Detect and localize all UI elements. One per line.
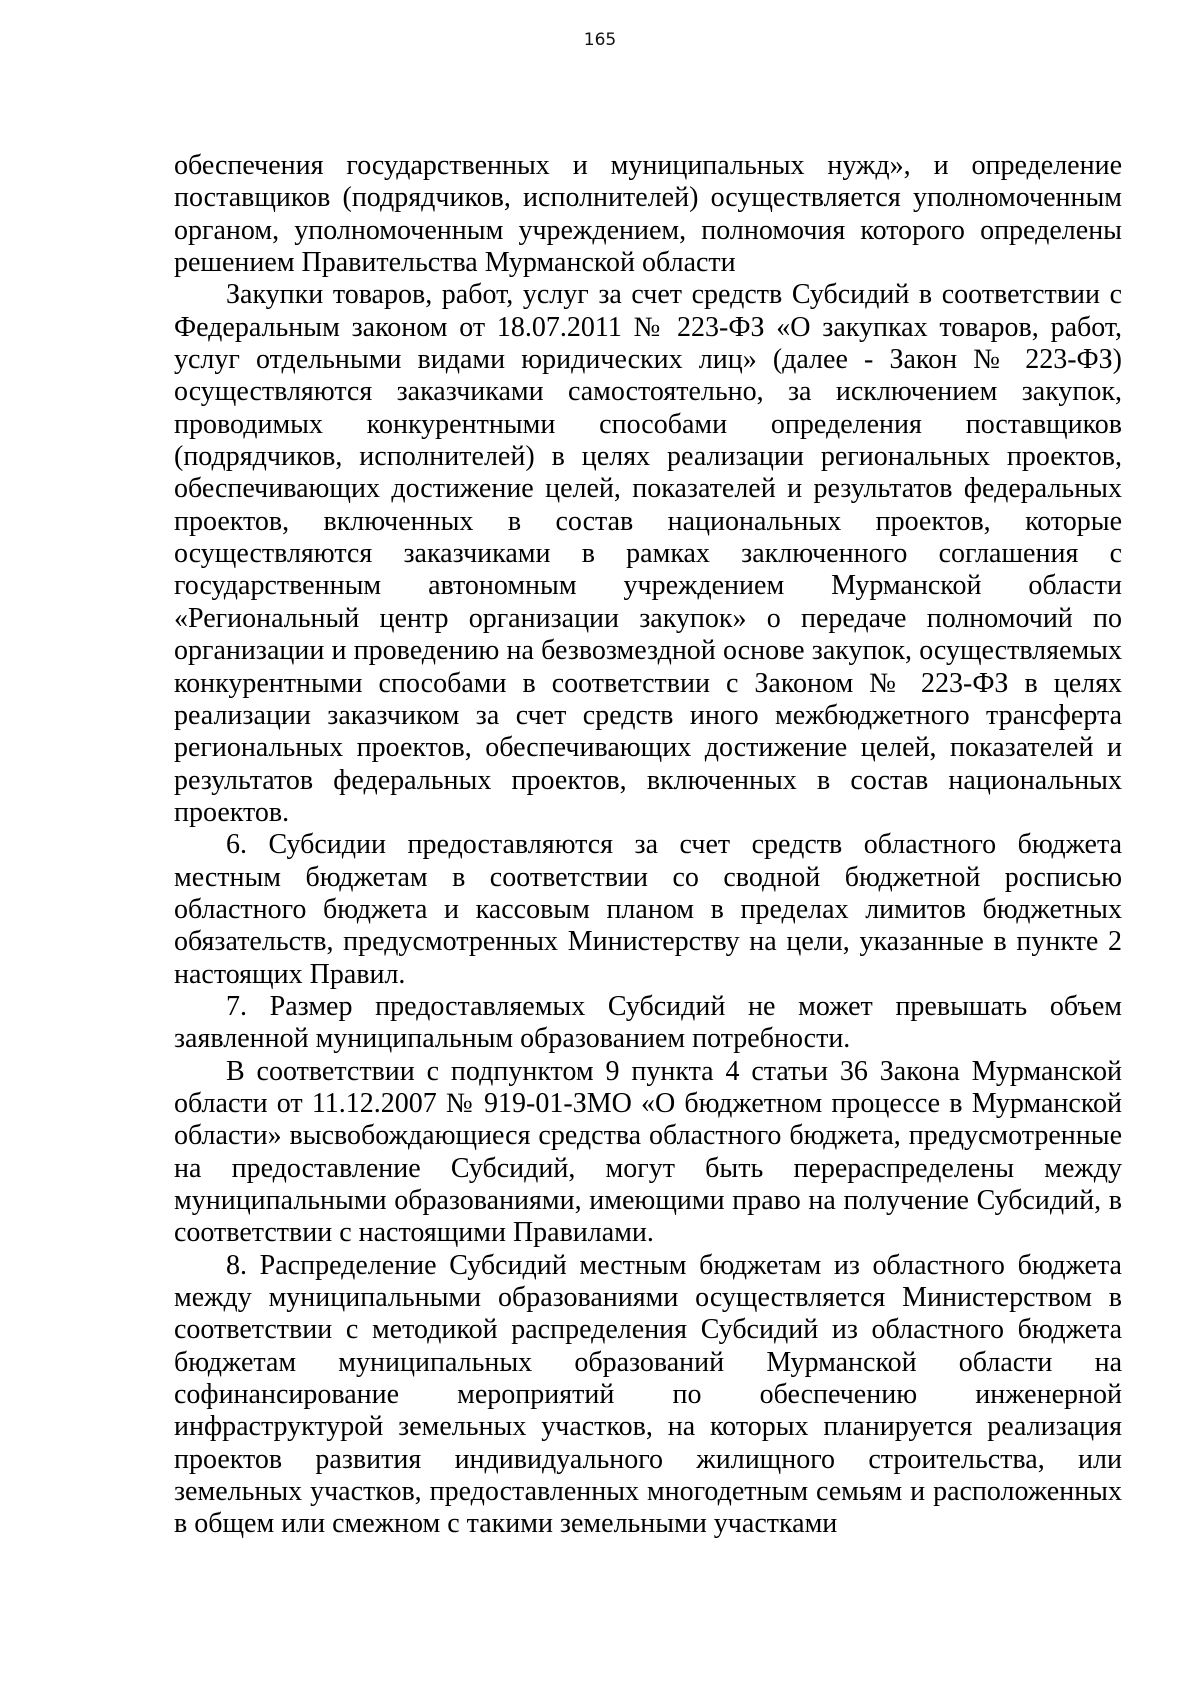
paragraph-item-7: 7. Размер предоставляемых Субсидий не может превышать объем заявленной муниципальным образованием потребности. [174, 990, 1122, 1055]
paragraph-redistribution: В соответствии с подпунктом 9 пункта 4 статьи 36 Закона Мурманской области от 11.12.2007 № 919-01-ЗМО «О бюджетном процессе в Мурманской области» высвобождающиеся средства областного бюджета, предусмотренные на предоставление Субсидий, могут быть перераспределены между муниципальными образованиями, имеющими право на получение Субсидий, в соответствии с настоящими Правилами. [174, 1055, 1122, 1249]
document-body [174, 150, 1122, 1541]
paragraph-item-6: 6. Субсидии предоставляются за счет средств областного бюджета местным бюджетам в соответствии со сводной бюджетной росписью областного бюджета и кассовым планом в пределах лимитов бюджетных обязательств, предусмотренных Министерству на цели, указанные в пункте 2 настоящих Правил. [174, 829, 1122, 990]
page-number: 165 [583, 30, 617, 50]
paragraph-item-8: 8. Распределение Субсидий местным бюджетам из областного бюджета между муниципальными образованиями осуществляется Министерством в соответствии с методикой распределения Субсидий из областного бюджета бюджетам муниципальных образований Мурманской области на софинансирование мероприятий по обеспечению инженерной инфраструктурой земельных участков, на которых планируется реализация проектов развития индивидуального жилищного строительства, или земельных участков, предоставленных многодетным семьям и расположенных в общем или смежном с такими земельными участками [174, 1249, 1122, 1540]
paragraph-continuation: обеспечения государственных и муниципальных нужд», и определение поставщиков (подрядчиков, исполнителей) осуществляется уполномоченным органом, уполномоченным учреждением, полномочия которого определены решением Правительства Мурманской области [174, 150, 1122, 279]
paragraph-procurement-223fz: Закупки товаров, работ, услуг за счет средств Субсидий в соответствии с Федеральным законом от 18.07.2011 № 223-ФЗ «О закупках товаров, работ, услуг отдельными видами юридических лиц» (далее - Закон № 223-ФЗ) осуществляются заказчиками самостоятельно, за исключением закупок, проводимых конкурентными способами определения поставщиков (подрядчиков, исполнителей) в целях реализации региональных проектов, обеспечивающих достижение целей, показателей и результатов федеральных проектов, включенных в состав национальных проектов, которые осуществляются заказчиками в рамках заключенного соглашения с государственным автономным учреждением Мурманской области «Региональный центр организации закупок» о передаче полномочий по организации и проведению на безвозмездной основе закупок, осуществляемых конкурентными способами в соответствии с Законом № 223-ФЗ в целях реализации заказчиком за счет средств иного межбюджетного трансферта региональных проектов, обеспечивающих достижение целей, показателей и результатов федеральных проектов, включенных в состав национальных проектов. [174, 279, 1122, 828]
